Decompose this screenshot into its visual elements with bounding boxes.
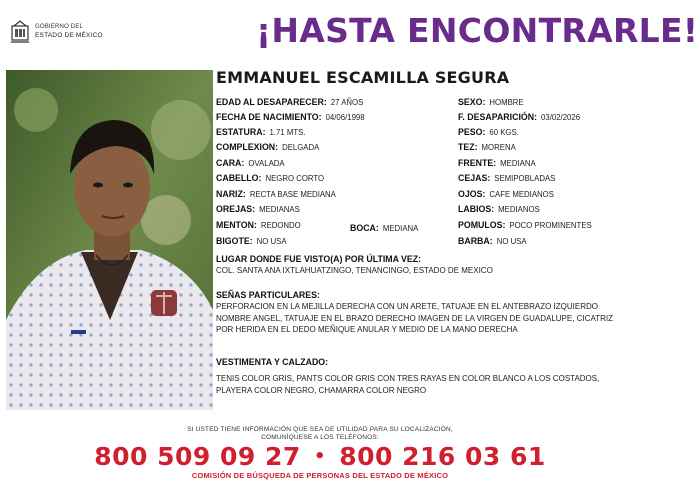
phone-numbers [0, 444, 640, 469]
field-value: NEGRO CORTO [265, 174, 325, 183]
field-label: EDAD AL DESAPARECER: [216, 97, 327, 107]
field-disappearance-date [458, 111, 580, 124]
contact-note-line1: SI USTED TIENE INFORMACIÓN QUE SEA DE UTILIDAD PARA SU LOCALIZACIÓN, [187, 426, 453, 433]
field-label: SEXO: [458, 97, 486, 107]
last-seen-text: COL. SANTA ANA IXTLAHUATZINGO, TENANCINGO, ESTADO DE MEXICO [216, 266, 493, 275]
field-value: MEDIANA [500, 159, 536, 168]
state-coat-of-arms-icon [10, 20, 30, 44]
field-value: 60 KGS. [489, 128, 519, 137]
field-label: BOCA: [350, 223, 379, 233]
field-label: MENTON: [216, 220, 257, 230]
field-value: NO USA [256, 237, 287, 246]
field-value: 1.71 MTS. [269, 128, 306, 137]
field-label: BIGOTE: [216, 236, 253, 246]
field-label: ESTATURA: [216, 127, 266, 137]
field-hair [216, 172, 324, 185]
field-value: 03/02/2026 [541, 113, 581, 122]
marks-text: PERFORACION EN LA MEJILLA DERECHA CON UN ARETE, TATUAJE EN EL ANTEBRAZO IZQUIERDO NOMBRE ANGEL, TATUAJE EN EL BRAZO DERECHO IMAGEN DE LA VIRGEN DE GUADALUPE, CICATRIZ POR HERIDA EN EL DEDO MEÑIQUE ANULAR Y MEDIO DE LA MANO DERECHA [216, 302, 613, 334]
field-label: POMULOS: [458, 220, 506, 230]
field-value: RECTA BASE MEDIANA [249, 190, 336, 199]
field-label: PESO: [458, 127, 486, 137]
government-logo [10, 20, 120, 46]
field-label: FRENTE: [458, 158, 497, 168]
contact-note-line2: COMUNÍQUESE A LOS TELÉFONOS: [261, 434, 379, 441]
field-chin [216, 219, 301, 232]
field-forehead [458, 157, 536, 170]
field-label: FECHA DE NACIMIENTO: [216, 112, 322, 122]
field-eyes [458, 188, 554, 201]
field-label: OJOS: [458, 189, 486, 199]
field-label: F. DESAPARICIÓN: [458, 112, 538, 122]
field-nose [216, 188, 336, 201]
field-mouth [350, 222, 418, 235]
field-ears [216, 203, 300, 216]
field-sex [458, 96, 524, 109]
field-value: 04/06/1998 [325, 113, 365, 122]
marks-title: SEÑAS PARTICULARES: [216, 290, 320, 300]
field-label: OREJAS: [216, 204, 256, 214]
field-weight [458, 126, 519, 139]
clothing-title: VESTIMENTA Y CALZADO: [216, 357, 329, 367]
field-build [216, 141, 319, 154]
field-label: COMPLEXION: [216, 142, 279, 152]
clothing-text: TENIS COLOR GRIS, PANTS COLOR GRIS CON TRES RAYAS EN COLOR BLANCO A LOS COSTADOS, PLAYERA COLOR NEGRO, CHAMARRA COLOR NEGRO [216, 374, 600, 395]
gov-name-line2: ESTADO DE MÉXICO [35, 32, 103, 39]
field-beard [458, 235, 527, 248]
field-value: MEDIANA [382, 224, 419, 233]
phone-separator: • [313, 446, 326, 467]
field-value: CAFE MEDIANOS [489, 190, 554, 199]
field-label: BARBA: [458, 236, 493, 246]
field-value: NO USA [496, 237, 527, 246]
field-face [216, 157, 285, 170]
field-complexion [458, 141, 516, 154]
field-height [216, 126, 306, 139]
field-eyebrows [458, 172, 555, 185]
field-age [216, 96, 363, 109]
person-photo [6, 70, 213, 410]
field-lips [458, 203, 540, 216]
field-value: HOMBRE [489, 98, 524, 107]
phone-number-2[interactable]: 800 216 03 61 [339, 442, 546, 471]
phone-number-1[interactable]: 800 509 09 27 [94, 442, 301, 471]
field-birthdate [216, 111, 365, 124]
field-cheekbones [458, 219, 592, 232]
person-name: EMMANUEL ESCAMILLA SEGURA [216, 68, 510, 87]
field-value: DELGADA [282, 143, 320, 152]
field-value: SEMIPOBLADAS [494, 174, 556, 183]
field-label: CARA: [216, 158, 245, 168]
field-value: 27 AÑOS [330, 98, 364, 107]
field-label: CEJAS: [458, 173, 491, 183]
field-value: MORENA [481, 143, 516, 152]
field-value: REDONDO [260, 221, 301, 230]
field-value: POCO PROMINENTES [509, 221, 592, 230]
commission-name: COMISIÓN DE BÚSQUEDA DE PERSONAS DEL ESTADO DE MÉXICO [191, 471, 449, 480]
last-seen-title: LUGAR DONDE FUE VISTO(A) POR ÚLTIMA VEZ: [216, 254, 422, 264]
field-value: MEDIANAS [259, 205, 300, 214]
field-value: MEDIANOS [498, 205, 540, 214]
field-label: CABELLO: [216, 173, 262, 183]
field-label: LABIOS: [458, 204, 495, 214]
field-label: TEZ: [458, 142, 478, 152]
gov-name-line1: GOBIERNO DEL [35, 24, 84, 30]
field-mustache [216, 235, 287, 248]
field-label: NARIZ: [216, 189, 246, 199]
field-value: OVALADA [248, 159, 285, 168]
headline: ¡HASTA ENCONTRARLE! [256, 11, 698, 50]
